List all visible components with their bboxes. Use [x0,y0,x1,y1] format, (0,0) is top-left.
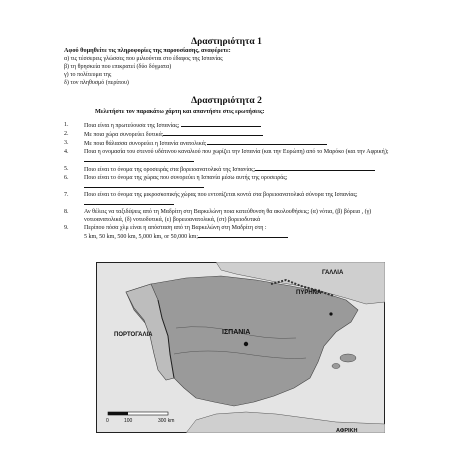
map-label-france: ΓΑΛΛΙΑ [322,270,344,276]
question-3: 3. Με ποια θάλασσα συνορεύει η Ισπανία ανατολικά; [64,139,394,148]
question-list [64,121,394,241]
activity2-title: Δραστηριότητα 2 [191,96,262,106]
scale-label-0: 0 [106,418,109,424]
question-8: 8. Αν θέλεις να ταξιδέψεις από τη Μαδρίτη στη Βαρκελώνη ποια κατεύθυνση θα ακολουθήσεις; (α) νότια, (β) βόρεια , (γ) νοτιοανατολικά, (δ) νοτιοδυτικά, (ε) βορειοανατολικά, (στ) βορειοδυτικά [64,209,372,223]
question-9-options: 5 km, 50 km, 500 km, 5,000 km, or 50,000 km; [64,232,394,241]
activity1-item: β) τη θρησκεία που επικρατεί (δύο δόγματα) [64,64,172,70]
question-4: 4. Ποια η ονομασία του στενού υδάτινου καναλιού που χωρίζει την Ισπανία (και την Ευρώπη) από το Μαρόκο (και την Αφρική); [64,148,394,165]
question-6: 6. Ποιο είναι το όνομα της χώρας που συνορεύει η Ισπανία μέσω αυτής της οροσειράς; [64,174,394,191]
question-9: 9. Περίπου πόσα χλμ είναι η απόσταση από τη Βαρκελώνη στη Μαδρίτη στη : [64,225,267,231]
map-label-portugal: ΠΟΡΤΟΓΑΛΙΑ [114,332,153,338]
map-label-pyrenees: ΠΥΡΗΝΑ [296,290,322,296]
activity1-item: δ) τον πληθυσμό (περίπου) [64,80,129,86]
question-2: 2. Με ποια χώρα συνορεύει δυτικά; [64,130,394,139]
activity1-item: α) τις τέσσερεις γλώσσες που μιλιούνται στο έδαφος της Ισπανίας [64,56,223,62]
activity1-item: γ) το πολίτευμα της [64,72,112,78]
map-graphic [96,262,385,433]
activity1-list [64,55,223,87]
activity2-subtitle: Μελετήστε τον παρακάτω χάρτη και απαντήστε στις ερωτήσεις: [95,108,265,115]
map-label-spain: ΙΣΠΑΝΙΑ [222,329,251,336]
activity1-subtitle: Αφού θυμηθείτε τις πληροφορίες της παρουσίασης, αναφέρετε: [64,47,231,54]
answer-line[interactable] [163,130,263,136]
map-label-africa: ΑΦΡΙΚΗ [336,428,358,433]
answer-line[interactable] [84,182,204,188]
answer-line[interactable] [207,139,327,145]
activity1-title: Δραστηριότητα 1 [191,37,262,47]
answer-line[interactable] [84,199,174,205]
question-5: 5. Ποιο είναι το όνομα της οροσειράς στα βορειοανατολικά της Ισπανίας; [64,165,394,174]
question-1: 1. Ποια είναι η πρωτεύουσα της Ισπανίας; [64,121,394,130]
scale-label-100: 100 [124,418,133,424]
answer-line[interactable] [181,121,261,127]
answer-line[interactable] [198,232,288,238]
question-7: 7. Ποιο είναι το όνομα της μικροσκοπικής χώρας που εντοπίζεται κοντά στα βορειοανατολικά σύνορα της Ισπανίας; [64,191,394,208]
answer-line[interactable] [255,165,375,171]
answer-line[interactable] [84,156,194,162]
spain-map [96,262,385,433]
scale-label-300: 300 km [158,418,175,424]
